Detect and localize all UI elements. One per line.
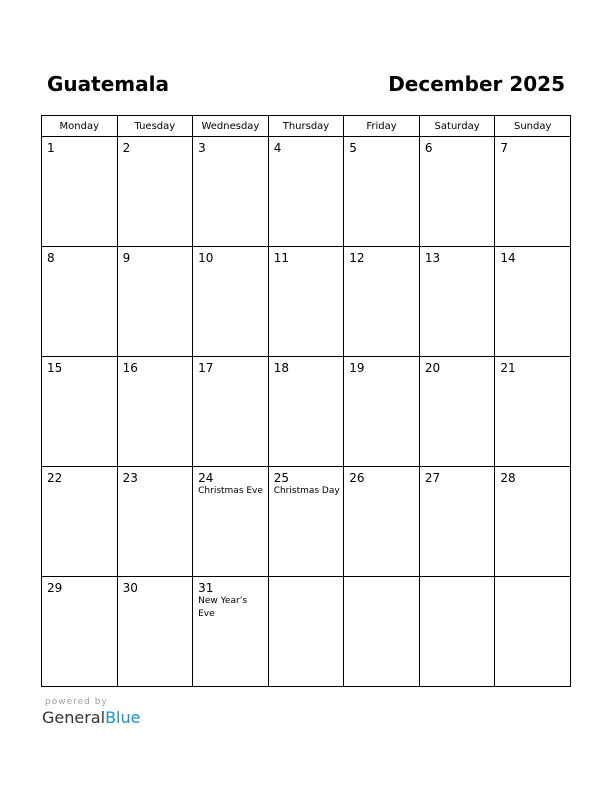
day-cell xyxy=(344,137,420,247)
day-number: 8 xyxy=(47,251,55,265)
day-cell xyxy=(495,137,571,247)
day-cell xyxy=(344,357,420,467)
day-cell xyxy=(268,577,344,687)
day-cell xyxy=(495,467,571,577)
day-cell xyxy=(419,357,495,467)
day-number: 1 xyxy=(47,141,55,155)
day-cell xyxy=(268,137,344,247)
week-row xyxy=(42,467,571,577)
day-number: 24 xyxy=(198,471,214,485)
weekday-friday: Friday xyxy=(344,116,420,137)
day-number: 26 xyxy=(349,471,365,485)
day-cell xyxy=(419,247,495,357)
day-cell xyxy=(193,247,269,357)
country-title: Guatemala xyxy=(47,72,169,96)
holiday-label: Christmas Day xyxy=(273,486,340,496)
day-cell xyxy=(117,357,193,467)
week-row xyxy=(42,137,571,247)
day-number: 29 xyxy=(47,581,63,595)
day-number: 31 xyxy=(198,581,214,595)
day-cell xyxy=(193,137,269,247)
day-number: 22 xyxy=(47,471,63,485)
day-cell xyxy=(193,357,269,467)
weekday-thursday: Thursday xyxy=(268,116,344,137)
day-number: 2 xyxy=(122,141,131,155)
weekday-header-row xyxy=(42,116,571,137)
day-cell xyxy=(419,577,495,687)
day-number: 4 xyxy=(273,141,282,155)
day-number: 3 xyxy=(198,141,206,155)
day-number: 21 xyxy=(500,361,516,375)
holiday-label: New Year’s Eve xyxy=(198,596,248,619)
brand-blue-text: Blue xyxy=(105,708,141,727)
day-cell xyxy=(42,467,118,577)
holiday-label: Christmas Eve xyxy=(198,486,263,496)
day-number: 27 xyxy=(424,471,441,485)
weekday-wednesday: Wednesday xyxy=(193,116,269,137)
day-number: 19 xyxy=(349,361,365,375)
day-cell xyxy=(117,247,193,357)
day-number: 20 xyxy=(424,361,441,375)
day-number: 6 xyxy=(424,141,433,155)
day-cell xyxy=(193,467,269,577)
weekday-tuesday: Tuesday xyxy=(117,116,193,137)
month-title: December 2025 xyxy=(388,72,565,96)
week-row xyxy=(42,577,571,687)
day-number: 25 xyxy=(273,471,289,485)
day-number: 23 xyxy=(122,471,138,485)
day-cell xyxy=(268,247,344,357)
day-cell xyxy=(344,577,420,687)
day-number: 16 xyxy=(122,361,138,375)
day-number: 13 xyxy=(424,251,441,265)
day-cell xyxy=(42,247,118,357)
day-number: 5 xyxy=(349,141,357,155)
day-cell xyxy=(193,577,269,687)
day-number: 15 xyxy=(47,361,63,375)
generalblue-logo xyxy=(42,708,140,728)
day-number: 11 xyxy=(273,251,289,265)
day-number: 14 xyxy=(500,251,516,265)
brand-general-text: General xyxy=(42,708,106,727)
calendar-body xyxy=(42,137,571,687)
day-cell xyxy=(419,467,495,577)
day-cell xyxy=(42,137,118,247)
weekday-sunday: Sunday xyxy=(495,116,571,137)
day-cell xyxy=(344,247,420,357)
week-row xyxy=(42,357,571,467)
weekday-saturday: Saturday xyxy=(419,116,495,137)
day-cell xyxy=(268,357,344,467)
calendar-grid xyxy=(41,115,571,687)
day-number: 18 xyxy=(273,361,289,375)
day-cell xyxy=(117,577,193,687)
day-cell xyxy=(495,357,571,467)
day-number: 28 xyxy=(500,471,516,485)
day-cell xyxy=(344,467,420,577)
day-number: 9 xyxy=(122,251,131,265)
day-cell xyxy=(117,467,193,577)
day-number: 17 xyxy=(198,361,214,375)
day-number: 30 xyxy=(122,581,138,595)
day-number: 10 xyxy=(198,251,214,265)
day-cell xyxy=(42,577,118,687)
powered-by-text: powered by xyxy=(45,697,108,707)
day-number: 12 xyxy=(349,251,365,265)
day-cell xyxy=(495,247,571,357)
day-cell xyxy=(117,137,193,247)
weekday-monday: Monday xyxy=(42,116,118,137)
day-number: 7 xyxy=(500,141,509,155)
day-cell xyxy=(419,137,495,247)
week-row xyxy=(42,247,571,357)
day-cell xyxy=(42,357,118,467)
day-cell xyxy=(495,577,571,687)
day-cell xyxy=(268,467,344,577)
